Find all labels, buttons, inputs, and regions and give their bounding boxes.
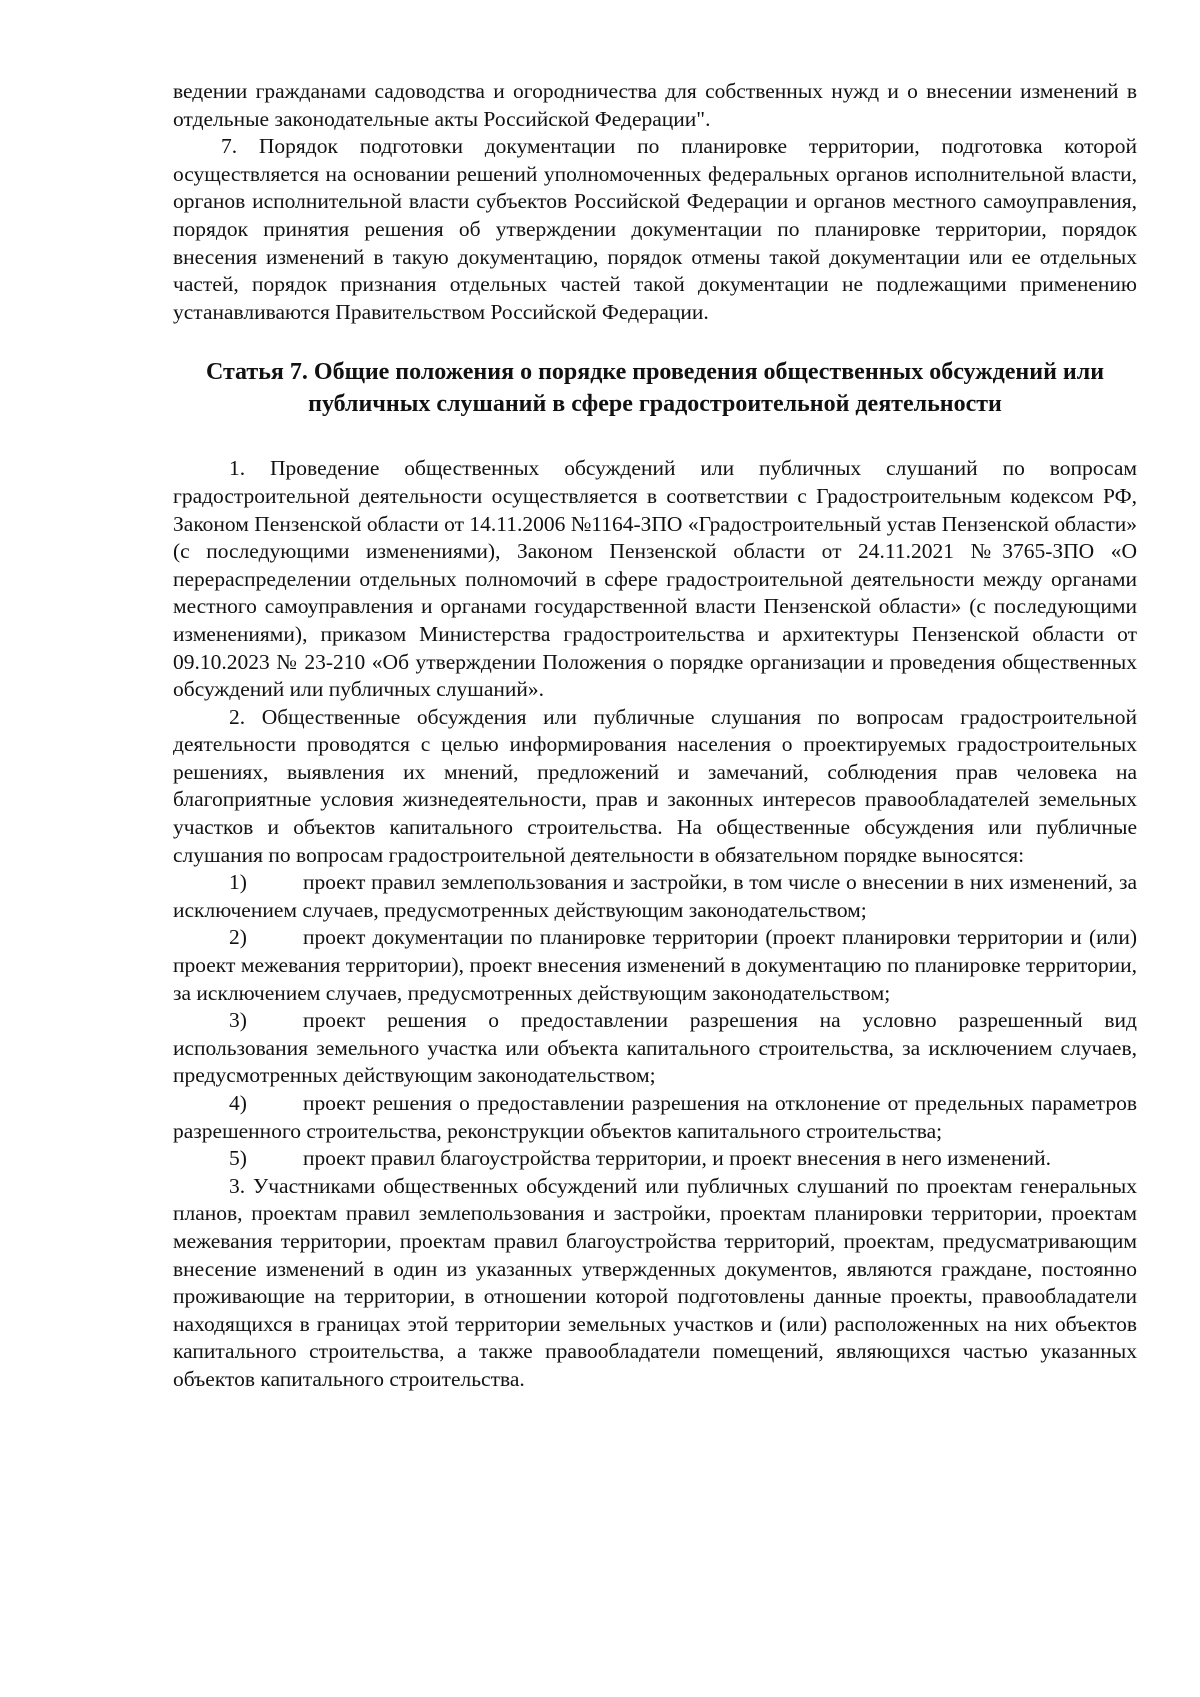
document-page xyxy=(173,78,1137,1394)
list xyxy=(173,869,1137,1173)
list-item-number: 1) xyxy=(229,870,247,895)
article-heading: Статья 7. Общие положения о порядке проведения общественных обсуждений или публичных слушаний в сфере градостроительной деятельности xyxy=(205,359,1105,418)
paragraph-2: 2. Общественные обсуждения или публичные слушания по вопросам градостроительной деятельности проводятся с целью информирования населения о проектируемых градостроительных решениях, выявления их мнений, предложений и замечаний, соблюдения прав человека на благоприятные условия жизнедеятельности, прав и законных интересов правообладателей земельных участков и объектов капитального строительства. На общественные обсуждения или публичные слушания по вопросам градостроительной деятельности в обязательном порядке выносятся: xyxy=(173,704,1137,867)
list-item-text: проект документации по планировке территории (проект планировки территории и (или) проект межевания территории), проект внесения изменений в документацию по планировке территории, за исключением случаев, предусмотренных действующим законодательством; xyxy=(173,925,1137,1005)
paragraph-1: 1. Проведение общественных обсуждений или публичных слушаний по вопросам градостроительной деятельности осуществляется в соответствии с Градостроительным кодексом РФ, Законом Пензенской области от 14.11.2006 №1164-ЗПО «Градостроительный устав Пензенской области» (с последующими изменениями), Законом Пензенской области от 24.11.2021 №3765-ЗПО «О перераспределении отдельных полномочий в сфере градостроительной деятельности между органами местного самоуправления и органами государственной власти Пензенской области» (с последующими изменениями), приказом Министерства градостроительства и архитектуры Пензенской области от 09.10.2023 № 23-210 «Об утверждении Положения о порядке организации и проведения общественных обсуждений или публичных слушаний». xyxy=(173,456,1137,702)
list-item xyxy=(173,924,1137,1007)
list-item xyxy=(173,1007,1137,1090)
list-item-number: 5) xyxy=(229,1146,247,1171)
list-item-text: проект правил благоустройства территории, и проект внесения в него изменений. xyxy=(303,1146,1051,1171)
continuation-paragraph: ведении гражданами садоводства и огородничества для собственных нужд и о внесении изменений в отдельные законодательные акты Российской Федерации". xyxy=(173,79,1137,131)
list-item xyxy=(173,1145,1137,1173)
list-item-number: 2) xyxy=(229,925,247,950)
list-item-text: проект правил землепользования и застройки, в том числе о внесении в них изменений, за исключением случаев, предусмотренных действующим законодательством; xyxy=(173,870,1137,922)
list-item-text: проект решения о предоставлении разрешения на отклонение от предельных параметров разрешенного строительства, реконструкции объектов капитального строительства; xyxy=(173,1091,1137,1143)
list-item xyxy=(173,869,1137,924)
list-item-number: 3) xyxy=(229,1008,247,1033)
paragraph-3: 3. Участниками общественных обсуждений или публичных слушаний по проектам генеральных планов, проектам правил землепользования и застройки, проектам планировки территории, проектам межевания территории, проектам правил благоустройства территорий, проектам, предусматривающим внесение изменений в один из указанных утвержденных документов, являются граждане, постоянно проживающие на территории, в отношении которой подготовлены данные проекты, правообладатели находящихся в границах этой территории земельных участков и (или) расположенных на них объектов капитального строительства, а также правообладатели помещений, являющихся частью указанных объектов капитального строительства. xyxy=(173,1173,1137,1391)
paragraph-item-7: 7. Порядок подготовки документации по планировке территории, подготовка которой осуществляется на основании решений уполномоченных федеральных органов исполнительной власти, органов исполнительной власти субъектов Российской Федерации и органов местного самоуправления, порядок принятия решения об утверждении документации по планировке территории, порядок внесения изменений в такую документацию, порядок отмены такой документации или ее отдельных частей, порядок признания отдельных частей такой документации не подлежащими применению устанавливаются Правительством Российской Федерации. xyxy=(173,134,1137,324)
list-item xyxy=(173,1090,1137,1145)
list-item-number: 4) xyxy=(229,1091,247,1115)
list-item-text: проект решения о предоставлении разрешения на условно разрешенный вид использования земельного участка или объекта капитального строительства, за исключением случаев, предусмотренных действующим законодательством; xyxy=(173,1008,1137,1088)
